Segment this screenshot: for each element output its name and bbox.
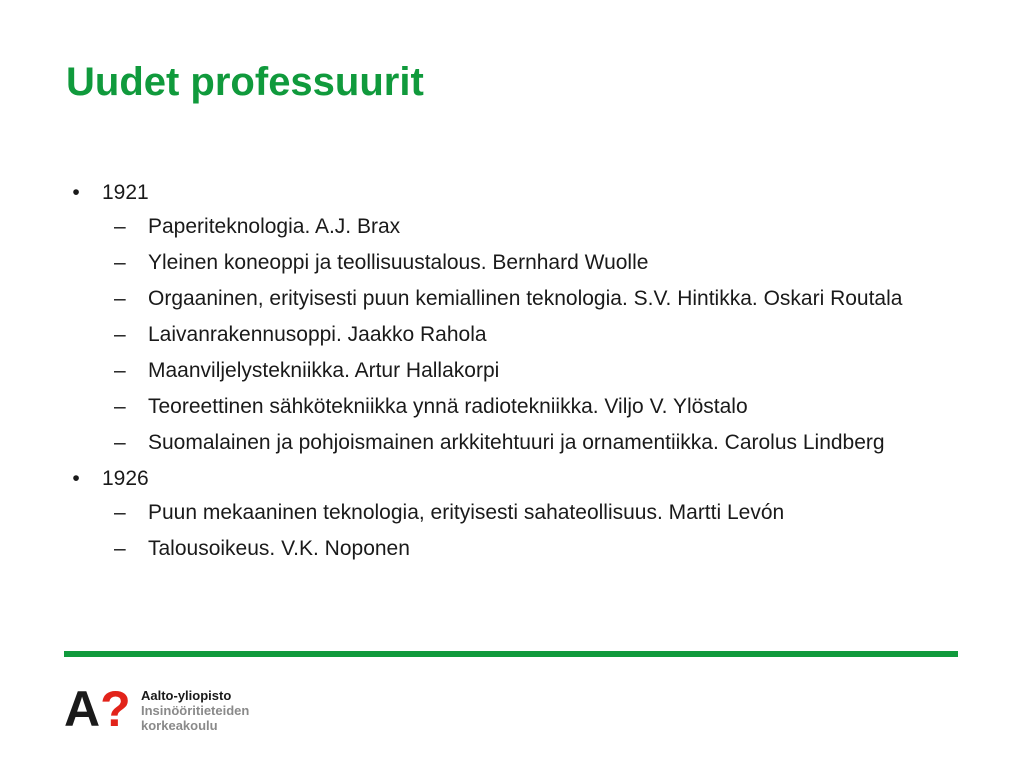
dash-mark: – [114, 251, 126, 274]
list-item-text: Orgaaninen, erityisesti puun kemiallinen teknologia. S.V. Hintikka. Oskari Routala [148, 287, 903, 310]
list-item-text: Maanviljelystekniikka. Artur Hallakorpi [148, 359, 500, 382]
list-item [66, 498, 966, 528]
list-item-text: Talousoikeus. V.K. Noponen [148, 537, 410, 560]
page-title: Uudet professuurit [66, 60, 424, 104]
footer-divider [64, 651, 958, 657]
list-item [66, 284, 966, 314]
institution-line-3: korkeakoulu [141, 718, 218, 733]
bullet-mark: • [72, 467, 80, 490]
list-item [66, 428, 966, 458]
aalto-logo-mark [64, 686, 131, 730]
list-item [66, 320, 966, 350]
list-item [66, 212, 966, 242]
year-label: 1926 [102, 467, 149, 490]
year-bullet-1926 [66, 464, 966, 494]
list-item-text: Paperiteknologia. A.J. Brax [148, 215, 401, 238]
bullet-mark: • [72, 181, 80, 204]
list-item [66, 534, 966, 564]
dash-mark: – [114, 359, 126, 382]
list-item-text: Yleinen koneoppi ja teollisuustalous. Bernhard Wuolle [148, 251, 649, 274]
dash-mark: – [114, 323, 126, 346]
institution-line-2: Insinööritieteiden [141, 703, 250, 718]
dash-mark: – [114, 501, 126, 524]
list-item-text: Suomalainen ja pohjoismainen arkkitehtuuri ja ornamentiikka. Carolus Lindberg [148, 431, 885, 454]
list-item [66, 392, 966, 422]
logo-question-mark: ? [100, 686, 131, 730]
sub-list-1921 [66, 212, 966, 458]
institution-name [141, 688, 249, 733]
list-item-text: Teoreettinen sähkötekniikka ynnä radiotekniikka. Viljo V. Ylöstalo [148, 395, 748, 418]
dash-mark: – [114, 431, 126, 454]
sub-list-1926 [66, 498, 966, 564]
list-item [66, 356, 966, 386]
dash-mark: – [114, 395, 126, 418]
year-label: 1921 [102, 181, 149, 204]
year-bullet-1921 [66, 178, 966, 208]
dash-mark: – [114, 287, 126, 310]
list-item-text: Laivanrakennusoppi. Jaakko Rahola [148, 323, 487, 346]
logo-letter-a: A [64, 686, 101, 730]
slide-content [66, 178, 966, 570]
list-item [66, 248, 966, 278]
dash-mark: – [114, 215, 126, 238]
dash-mark: – [114, 537, 126, 560]
institution-line-1: Aalto-yliopisto [141, 688, 232, 703]
aalto-logo [64, 686, 132, 730]
list-item-text: Puun mekaaninen teknologia, erityisesti sahateollisuus. Martti Levón [148, 501, 785, 524]
